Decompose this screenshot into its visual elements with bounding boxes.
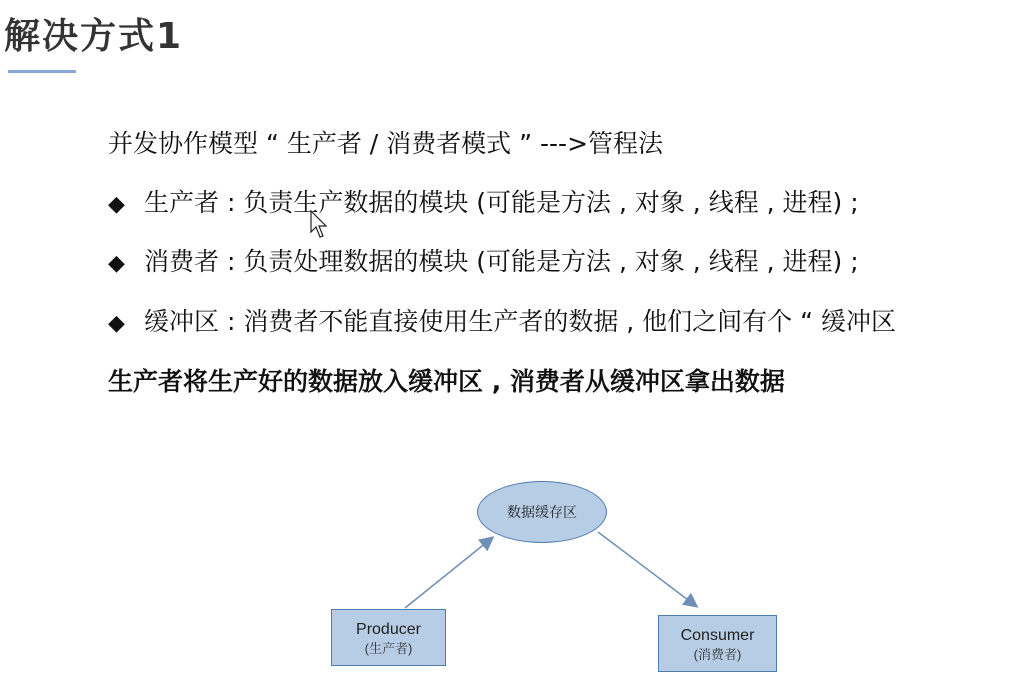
diamond-bullet-icon: ◆ bbox=[108, 251, 125, 276]
producer-node bbox=[331, 609, 446, 666]
consumer-sublabel: (消费者) bbox=[693, 647, 742, 662]
consumer-node bbox=[658, 615, 777, 672]
producer-sublabel: (生产者) bbox=[364, 641, 413, 656]
slide-title: 解决方式1 bbox=[4, 16, 184, 57]
bullet-text: 缓冲区 : 消费者不能直接使用生产者的数据 , 他们之间有个 “ 缓冲区 bbox=[144, 307, 897, 336]
summary-line: 生产者将生产好的数据放入缓冲区 , 消费者从缓冲区拿出数据 bbox=[108, 367, 785, 396]
bullet-text: 消费者 : 负责处理数据的模块 (可能是方法 , 对象 , 线程 , 进程) ; bbox=[144, 247, 859, 276]
diamond-bullet-icon: ◆ bbox=[108, 192, 125, 217]
intro-line: 并发协作模型 “ 生产者 / 消费者模式 ” --->管程法 bbox=[108, 129, 664, 158]
arrow-producer-to-buffer bbox=[405, 538, 492, 608]
producer-label: Producer bbox=[356, 621, 421, 638]
bullet-text: 生产者 : 负责生产数据的模块 (可能是方法 , 对象 , 线程 , 进程) ; bbox=[144, 188, 859, 217]
diamond-bullet-icon: ◆ bbox=[108, 311, 125, 336]
mouse-pointer-icon bbox=[310, 210, 330, 240]
buffer-node: 数据缓存区 bbox=[477, 481, 607, 543]
consumer-label: Consumer bbox=[680, 627, 755, 644]
arrow-buffer-to-consumer bbox=[598, 532, 696, 606]
